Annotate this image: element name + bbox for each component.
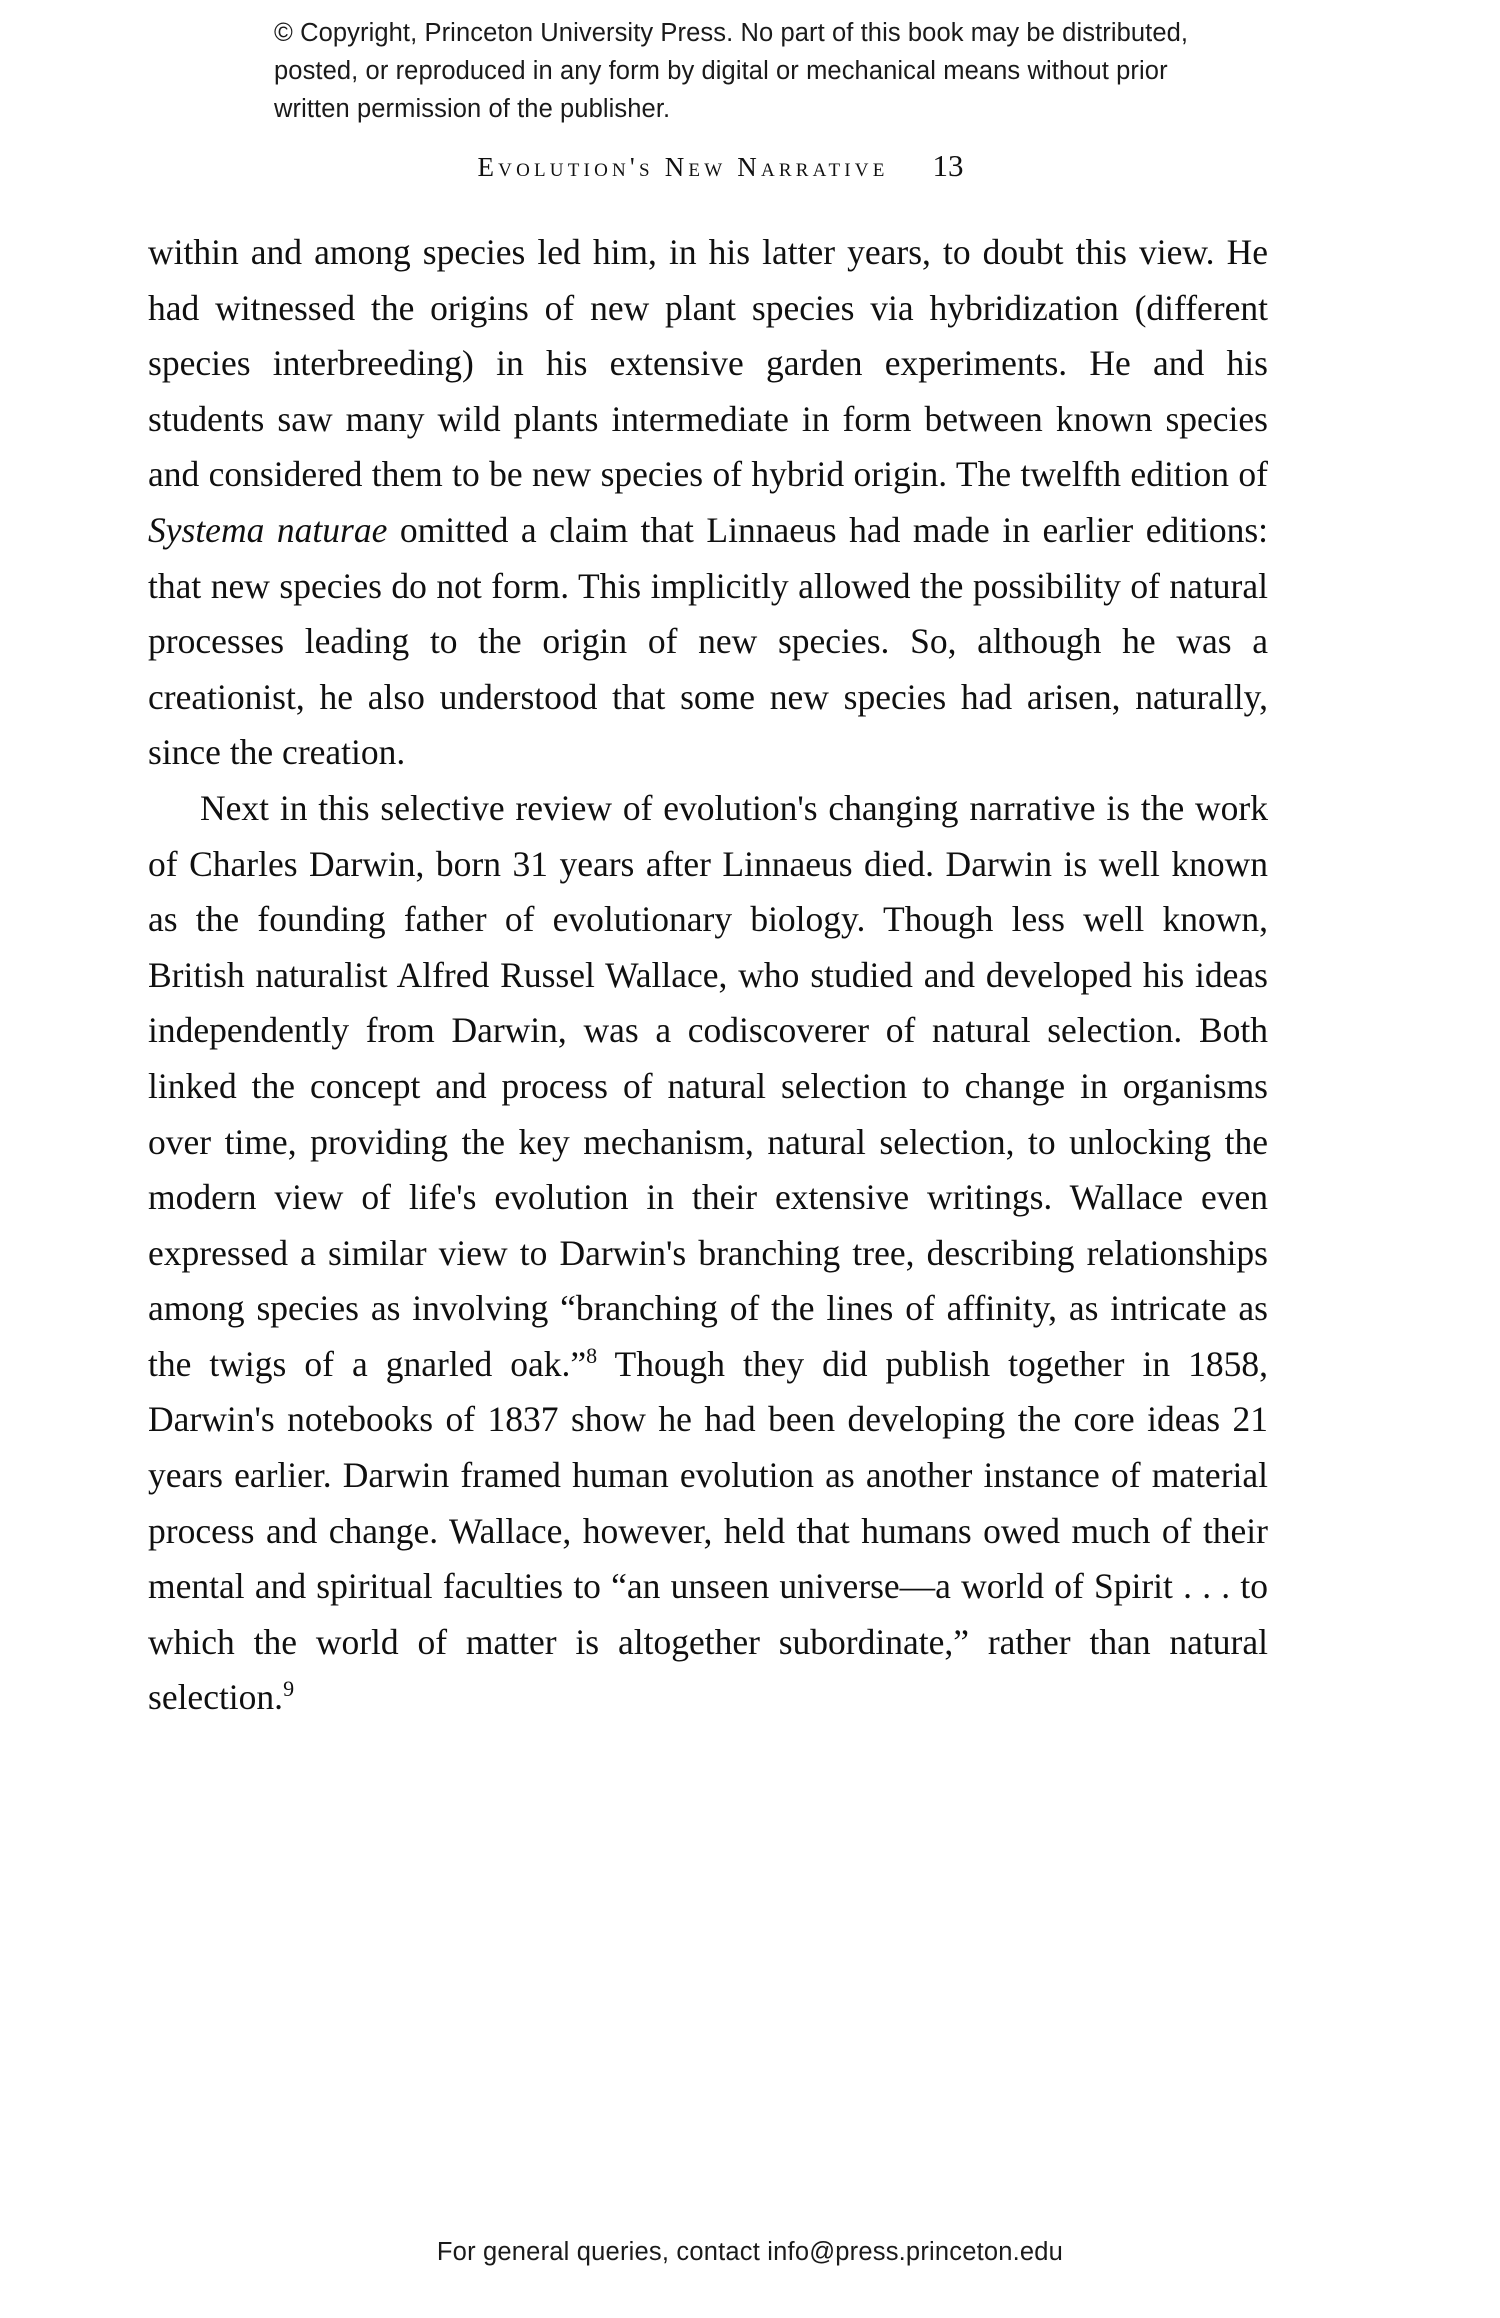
paragraph-1-text-part-2: omitted a claim that Linnaeus had made in earlier editions: that new species do not form. This implicitly allowed the possibility of natural processes leading to the origin of new species. So, although he was a creationist, he also understood that some new species had arisen, naturally, since the creation. <box>148 509 1268 773</box>
paragraph-1-text-part-1: within and among species led him, in his latter years, to doubt this view. He had witnessed the origins of new plant species via hybridization (different species interbreeding) in his extensive garden experiments. He and his students saw many wild plants intermediate in form between known species and considered them to be new species of hybrid origin. The twelfth edition of <box>148 232 1268 495</box>
running-head-title: Evolution's New Narrative <box>477 152 889 182</box>
page-footer: For general queries, contact info@press.princeton.edu <box>436 2238 1064 2266</box>
footnote-reference-9[interactable]: 9 <box>283 1676 295 1702</box>
paragraph-2-text-part-2: Though they did publish together in 1858, Darwin's notebooks of 1837 show he had been developing the core ideas 21 years earlier. Darwin framed human evolution as another instance of material process and change. Wallace, however, held that humans owed much of their mental and spiritual faculties to “an unseen universe—a world of Spirit . . . to which the world of matter is altogether subordinate,” rather than natural selection. <box>148 1343 1268 1718</box>
paragraph-1 <box>148 225 1268 781</box>
paragraph-2-text-part-1: Next in this selective review of evolution's changing narrative is the work of Charles Darwin, born 31 years after Linnaeus died. Darwin is well known as the founding father of evolutionary biology. Though less well known, British naturalist Alfred Russel Wallace, who studied and developed his ideas independently from Darwin, was a codiscoverer of natural selection. Both linked the concept and process of natural selection to change in organisms over time, providing the key mechanism, natural selection, to unlocking the modern view of life's evolution in their extensive writings. Wallace even expressed a similar view to Darwin's branching tree, describing relationships among species as involving “branching of the lines of affinity, as intricate as the twigs of a gnarled oak.” <box>148 787 1268 1384</box>
body-text <box>148 225 1268 1726</box>
book-title-systema-naturae: Systema naturae <box>148 509 388 550</box>
paragraph-2 <box>148 781 1268 1726</box>
copyright-notice: © Copyright, Princeton University Press. No part of this book may be distributed, posted, or reproduced in any form by digital or mechanical means without prior written permission of the publisher. <box>274 19 1189 123</box>
running-head <box>148 148 1293 184</box>
footnote-reference-8[interactable]: 8 <box>586 1343 598 1369</box>
page-number: 13 <box>932 148 964 183</box>
